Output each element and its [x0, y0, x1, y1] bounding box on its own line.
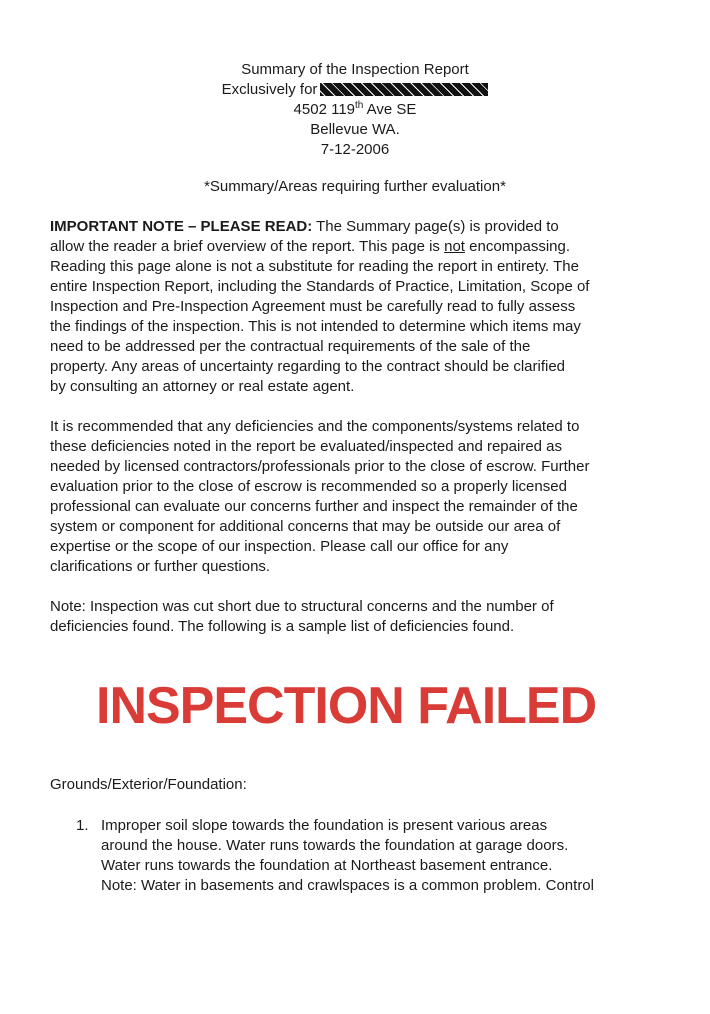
recommendation-paragraph — [50, 417, 670, 577]
recommendation-line: these deficiencies noted in the report be evaluated/inspected and repaired as — [50, 438, 563, 455]
recommendation-line: needed by licensed contractors/professionals prior to the close of escrow. Further — [50, 458, 590, 475]
important-note-line: property. Any areas of uncertainty regarding to the contract should be clarified — [50, 358, 566, 375]
recommendation-line: system or component for additional concerns that may be outside our area of — [50, 518, 561, 535]
important-note-text: allow the reader a brief overview of the report. This page is — [50, 238, 445, 255]
client-line — [0, 80, 710, 100]
important-note-line: the findings of the inspection. This is not intended to determine which items may — [50, 318, 581, 335]
list-item-line: around the house. Water runs towards the foundation at garage doors. — [101, 837, 569, 854]
recommendation-line: professional can evaluate our concerns further and inspect the remainder of the — [50, 498, 578, 515]
important-note-line: entire Inspection Report, including the Standards of Practice, Limitation, Scope of — [50, 278, 590, 295]
important-note-label: IMPORTANT NOTE – PLEASE READ: — [50, 218, 313, 235]
cut-short-note-paragraph — [50, 597, 670, 637]
address-line — [0, 100, 710, 120]
report-header — [0, 60, 710, 160]
city-line: Bellevue WA. — [310, 121, 400, 138]
important-note-text: encompassing. — [464, 238, 571, 255]
note-line: deficiencies found. The following is a sample list of deficiencies found. — [50, 618, 515, 635]
underlined-not: not — [444, 238, 465, 255]
list-item-text — [101, 816, 676, 896]
list-item-line: Water runs towards the foundation at Northeast basement entrance. — [101, 857, 553, 874]
address-superscript: th — [355, 100, 364, 111]
important-note-rest — [50, 257, 670, 397]
report-date: 7-12-2006 — [320, 141, 390, 158]
important-note-line: Reading this page alone is not a substitute for reading the report in entirety. The — [50, 258, 579, 275]
list-item-number: 1. — [76, 817, 89, 834]
inspection-failed-stamp: INSPECTION FAILED — [96, 677, 597, 735]
note-line: Note: Inspection was cut short due to structural concerns and the number of — [50, 598, 554, 615]
recommendation-line: It is recommended that any deficiencies and the components/systems related to — [50, 418, 580, 435]
report-title: Summary of the Inspection Report — [241, 61, 469, 78]
important-note-line — [50, 217, 670, 237]
recommendation-line: evaluation prior to the close of escrow is recommended so a properly licensed — [50, 478, 567, 495]
section-title: Grounds/Exterior/Foundation: — [50, 776, 247, 793]
list-item-line: Improper soil slope towards the foundation is present various areas — [101, 817, 548, 834]
important-note-line: by consulting an attorney or real estate agent. — [50, 378, 355, 395]
important-note-text: The Summary page(s) is provided to — [312, 218, 559, 235]
recommendation-line: expertise or the scope of our inspection. Please call our office for any — [50, 538, 509, 555]
important-note-line: Inspection and Pre-Inspection Agreement must be carefully read to fully assess — [50, 298, 576, 315]
address-street-suffix: Ave SE — [363, 101, 417, 118]
list-item-line: Note: Water in basements and crawlspaces is a common problem. Control — [101, 877, 594, 894]
important-note-line — [50, 237, 670, 257]
important-note-line: need to be addressed per the contractual requirements of the sale of the — [50, 338, 531, 355]
address-number-street: 4502 119 — [293, 101, 355, 118]
recommendation-line: clarifications or further questions. — [50, 558, 271, 575]
important-note-paragraph — [50, 217, 670, 397]
redacted-client-name — [320, 83, 488, 96]
summary-heading: *Summary/Areas requiring further evaluation* — [204, 178, 506, 195]
exclusively-for-label: Exclusively for — [221, 81, 318, 98]
